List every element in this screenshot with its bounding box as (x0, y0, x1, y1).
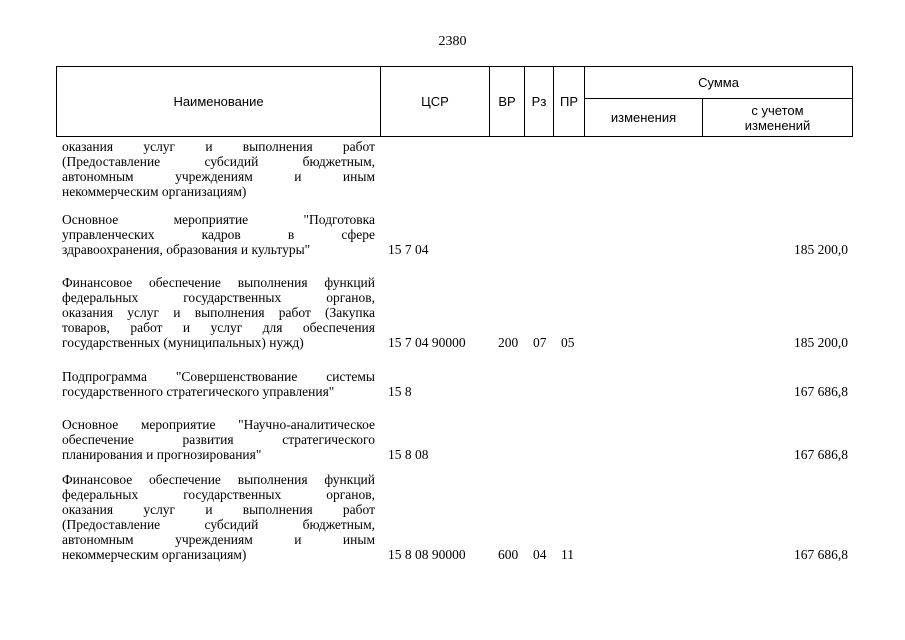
row-name-line: Финансовое обеспечение выполнения функций (62, 472, 375, 487)
row-name-line: (Предоставление субсидий бюджетным, (62, 154, 375, 169)
row-name (62, 139, 375, 199)
row-name-line: государственного стратегического управления" (62, 384, 335, 399)
header-vr: ВР (490, 67, 525, 137)
table-header (56, 66, 853, 137)
row-name-line: обеспечение развития стратегического (62, 432, 375, 447)
row-name-line: Основное мероприятие "Научно-аналитическое (62, 417, 375, 432)
row-name-line: здравоохранения, образования и культуры" (62, 242, 311, 257)
row-name-line: оказания услуг и выполнения работ (Закупка (62, 305, 375, 320)
header-sum: Сумма (585, 67, 853, 99)
row-rz: 04 (533, 547, 547, 562)
row-name-line: управленческих кадров в сфере (62, 227, 375, 242)
header-changes: изменения (585, 99, 703, 137)
row-name-line: автономным учреждениям и иным (62, 532, 375, 547)
row-csr: 15 8 08 (388, 447, 429, 462)
row-csr: 15 8 (388, 384, 412, 399)
row-name-line: Подпрограмма "Совершенствование системы (62, 369, 375, 384)
table-row (62, 472, 848, 562)
row-name (62, 472, 375, 562)
row-csr: 15 7 04 (388, 242, 429, 257)
header-with-changes-line1: с учетом (751, 102, 804, 118)
page-number: 2380 (438, 34, 467, 49)
row-rz: 07 (533, 335, 547, 350)
table-row (62, 139, 848, 199)
row-total: 167 686,8 (794, 447, 848, 462)
row-total: 167 686,8 (794, 547, 848, 562)
header-csr: ЦСР (381, 67, 490, 137)
row-name (62, 212, 375, 257)
row-name (62, 369, 375, 399)
row-name-line: планирования и прогнозирования" (62, 447, 262, 462)
header-pr: ПР (554, 67, 585, 137)
table-row (62, 212, 848, 257)
row-name-line: оказания услуг и выполнения работ (62, 502, 375, 517)
row-name-line: Финансовое обеспечение выполнения функций (62, 275, 375, 290)
row-pr: 05 (561, 335, 575, 350)
row-name-line: некоммерческим организациям) (62, 547, 247, 562)
row-name-line: Основное мероприятие "Подготовка (62, 212, 375, 227)
row-vr: 600 (498, 547, 519, 562)
row-name (62, 417, 375, 462)
row-csr: 15 8 08 90000 (388, 547, 466, 562)
row-pr: 11 (561, 547, 574, 562)
row-name-line: автономным учреждениям и иным (62, 169, 375, 184)
row-name-line: (Предоставление субсидий бюджетным, (62, 517, 375, 532)
row-total: 185 200,0 (794, 335, 848, 350)
header-with-changes-line2: изменений (744, 117, 811, 133)
row-vr: 200 (498, 335, 519, 350)
row-name-line: товаров, работ и услуг для обеспечения (62, 320, 375, 335)
row-csr: 15 7 04 90000 (388, 335, 466, 350)
row-name-line: оказания услуг и выполнения работ (62, 139, 375, 154)
header-rz: Рз (525, 67, 554, 137)
table-row (62, 275, 848, 350)
row-name-line: федеральных государственных органов, (62, 290, 375, 305)
row-name-line: федеральных государственных органов, (62, 487, 375, 502)
row-total: 167 686,8 (794, 384, 848, 399)
header-with-changes (703, 99, 853, 137)
header-name: Наименование (57, 67, 381, 137)
row-total: 185 200,0 (794, 242, 848, 257)
table-row (62, 417, 848, 462)
row-name (62, 275, 375, 350)
row-name-line: государственных (муниципальных) нужд) (62, 335, 304, 350)
table-row (62, 369, 848, 399)
row-name-line: некоммерческим организациям) (62, 184, 247, 199)
